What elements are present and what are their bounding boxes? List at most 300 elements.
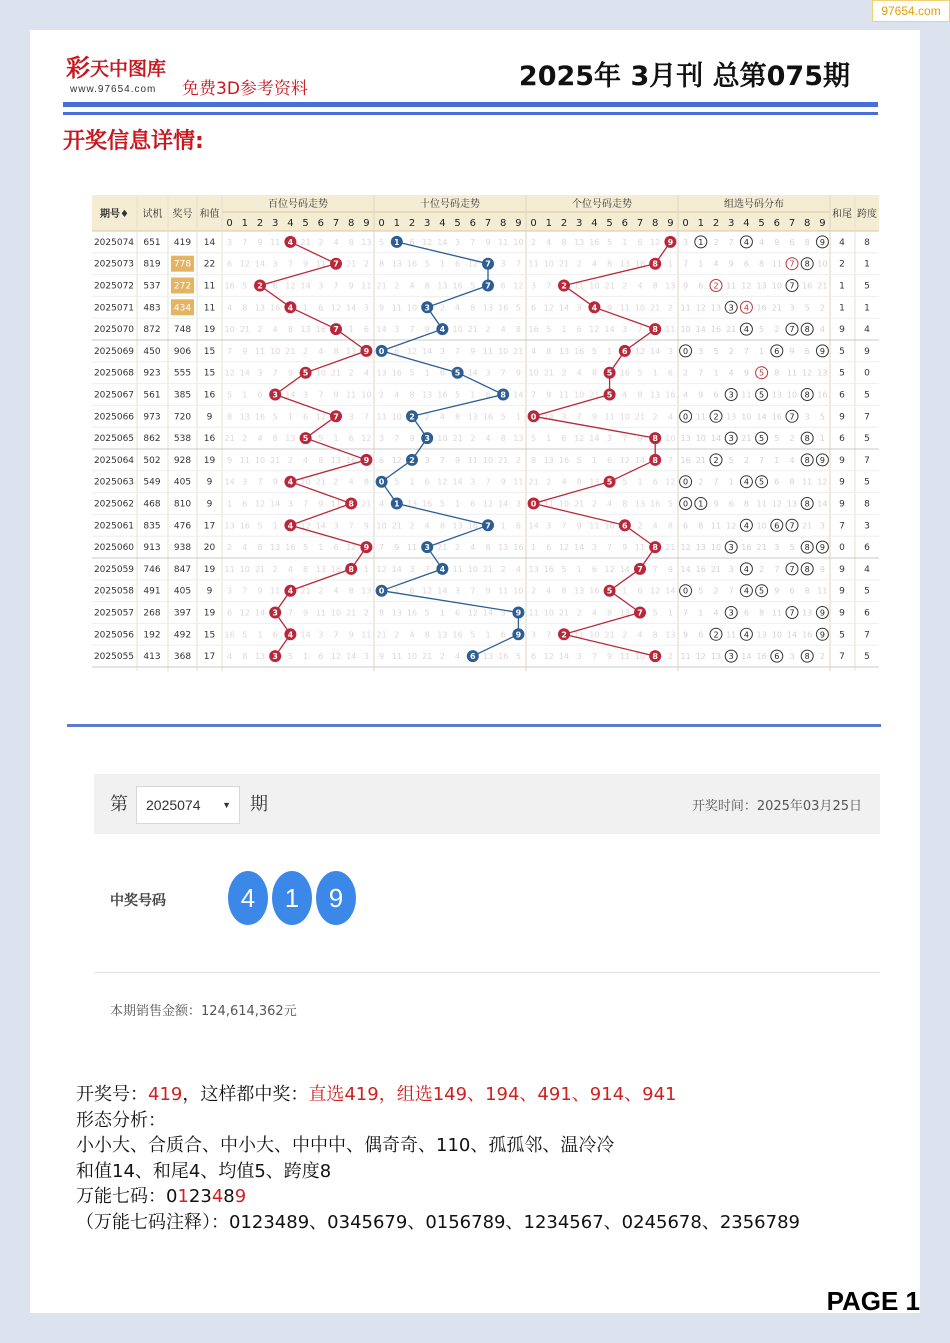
omission-count: 12 [437,477,448,487]
omission-count: 14 [817,499,828,509]
omission-count: 14 [786,630,798,640]
trend-ball-digit: 4 [591,303,598,313]
omission-count: 13 [665,630,676,640]
omission-count: 13 [422,390,433,400]
omission-count: 21 [741,434,752,444]
omission-count: 1 [227,499,233,509]
omission-count: 11 [543,499,554,509]
omission-count: 6 [272,281,278,291]
omission-count: 13 [391,259,402,269]
omission-count: 12 [406,346,418,356]
omission-count: 16 [254,412,266,422]
omission-count: 5 [713,346,719,356]
omission-count: 6 [546,543,552,553]
omission-count: 11 [589,521,600,531]
omission-count: 9 [743,368,749,378]
omission-count: 13 [619,259,630,269]
omission-count: 21 [726,325,737,335]
omission-count: 21 [361,499,372,509]
trial-cell: 450 [143,346,161,357]
omission-count: 4 [591,259,597,269]
omission-count: 8 [242,303,248,313]
omission-count: 5 [561,564,567,574]
omission-count: 7 [409,325,415,335]
omission-count: 3 [622,325,628,335]
omission-count: 6 [789,237,795,247]
omission-count: 10 [756,521,767,531]
omission-count: 8 [561,586,567,596]
omission-count: 21 [315,477,326,487]
sum-cell: 16 [203,390,216,401]
omission-count: 5 [819,412,825,422]
omission-count: 2 [576,608,582,618]
span-cell: 5 [864,477,870,488]
omission-count: 7 [303,499,309,509]
omission-count: 2 [303,346,309,356]
omission-count: 8 [637,390,643,400]
omission-count: 6 [424,477,430,487]
group-digit: 2 [713,455,719,465]
omission-count: 9 [348,630,354,640]
omission-count: 12 [239,259,250,269]
omission-count: 4 [272,325,278,335]
omission-count: 16 [437,390,448,400]
omission-count: 5 [287,652,293,662]
omission-count: 3 [546,521,552,531]
digit-header: 8 [500,218,507,229]
digit-header: 4 [591,218,598,229]
omission-count: 6 [500,281,506,291]
omission-count: 10 [406,303,418,313]
digit-header: 0 [682,218,689,229]
digit-header: 7 [484,218,492,229]
omission-count: 11 [604,412,615,422]
omission-count: 11 [452,564,463,574]
group-digit: 9 [819,630,825,640]
omission-count: 12 [346,543,357,553]
omission-count: 3 [819,521,825,531]
omission-count: 21 [604,630,615,640]
omission-count: 12 [665,477,676,487]
trend-ball-digit: 9 [363,455,370,465]
omission-count: 14 [270,499,281,509]
trend-ball-digit: 9 [515,630,522,640]
omission-count: 9 [774,586,780,596]
omission-count: 9 [409,434,415,444]
tail-header: 和尾 [832,209,852,220]
omission-count: 16 [315,325,326,335]
omission-count: 16 [802,281,813,291]
sum-cell: 15 [203,368,216,379]
group-digit: 7 [789,564,795,574]
group-digit: 2 [713,630,719,640]
omission-count: 16 [513,543,524,553]
omission-count: 7 [257,477,263,487]
prize-cell: 492 [173,630,192,641]
trend-ball-digit: 2 [561,281,567,291]
omission-count: 11 [574,630,585,640]
sum-cell: 14 [203,237,216,248]
omission-count: 11 [330,499,342,509]
omission-count: 4 [713,608,719,618]
omission-count: 3 [394,325,400,335]
omission-count: 4 [546,237,552,247]
tail-cell: 1 [839,281,845,292]
prize-cell: 419 [173,237,192,248]
digit-header: 3 [576,218,583,229]
omission-count: 11 [528,608,539,618]
omission-count: 2 [759,564,765,574]
prize-cell: 405 [173,586,192,597]
trend-ball-digit: 5 [606,477,613,487]
omission-count: 16 [619,368,630,378]
omission-count: 3 [531,281,537,291]
trial-cell: 192 [143,630,161,641]
omission-count: 1 [774,455,780,465]
omission-count: 7 [333,281,339,291]
omission-count: 14 [665,586,676,596]
group-header: 个位号码走势 [572,199,632,210]
omission-count: 9 [546,390,552,400]
seven-digit: 1 [177,1186,189,1208]
trend-ball-digit: 0 [378,586,385,596]
omission-count: 3 [318,281,324,291]
group-digit: 2 [713,412,719,422]
omission-count: 4 [333,586,339,596]
omission-count: 6 [652,477,658,487]
trend-ball-digit: 3 [272,608,278,618]
prize-cell: 928 [173,455,192,466]
omission-count: 7 [591,652,597,662]
period-cell: 2025074 [93,237,135,248]
omission-count: 11 [254,346,266,356]
omission-count: 3 [698,346,704,356]
prize-cell: 538 [173,434,192,445]
omission-count: 13 [498,543,509,553]
omission-count: 14 [239,368,250,378]
omission-count: 8 [652,630,658,640]
omission-count: 13 [467,412,478,422]
omission-count: 12 [604,564,615,574]
period-cell: 2025068 [93,368,135,379]
omission-count: 3 [257,368,263,378]
winning-ball: 9 [316,871,356,925]
logo-url: www.97654.com [70,84,157,95]
digit-header: 2 [712,218,720,229]
trend-ball-digit: 0 [530,499,537,509]
omission-count: 10 [741,412,752,422]
omission-count: 6 [257,390,263,400]
omission-count: 8 [743,499,749,509]
omission-count: 2 [394,281,400,291]
omission-count: 6 [303,412,309,422]
prize-cell: 555 [173,368,192,379]
omission-count: 10 [239,564,250,574]
omission-count: 2 [257,325,263,335]
omission-count: 14 [589,434,600,444]
omission-count: 1 [439,259,445,269]
omission-count: 16 [771,412,782,422]
omission-count: 13 [346,346,357,356]
span-cell: 4 [864,325,870,336]
omission-count: 2 [637,521,643,531]
omission-count: 11 [634,543,646,553]
omission-count: 5 [789,543,795,553]
omission-count: 1 [394,586,400,596]
prize-detail: 直选419，组选149、194、491、914、941 [308,1084,677,1105]
omission-count: 11 [771,608,782,618]
omission-count: 11 [680,303,691,313]
omission-count: 8 [622,499,628,509]
group-digit: 5 [759,434,765,444]
omission-count: 2 [667,652,673,662]
omission-count: 5 [774,434,780,444]
omission-count: 1 [667,259,673,269]
omission-count: 4 [363,368,369,378]
omission-count: 21 [482,564,494,574]
omission-count: 6 [318,652,324,662]
trend-ball-digit: 5 [454,368,461,378]
group-digit: 8 [804,543,810,553]
omission-count: 11 [498,237,509,247]
omission-count: 3 [728,564,734,574]
omission-count: 1 [257,630,263,640]
omission-count: 7 [227,346,233,356]
omission-count: 21 [270,455,281,465]
digit-header: 8 [804,218,811,229]
digit-header: 7 [788,218,796,229]
group-digit: 3 [728,390,734,400]
trial-cell: 413 [143,652,161,663]
trend-ball-digit: 7 [485,281,491,291]
omission-count: 2 [500,564,506,574]
omission-count: 3 [531,630,537,640]
omission-count: 7 [333,630,339,640]
digit-header: 5 [758,218,765,229]
omission-count: 3 [455,586,461,596]
omission-count: 2 [728,346,734,356]
seven-digit: 4 [211,1186,224,1208]
omission-count: 16 [589,586,600,596]
omission-count: 8 [500,434,506,444]
omission-count: 16 [498,652,509,662]
omission-count: 7 [728,586,734,596]
omission-count: 12 [422,237,433,247]
trial-cell: 913 [143,543,161,554]
omission-count: 16 [650,499,661,509]
omission-count: 10 [695,434,706,444]
omission-count: 10 [771,630,782,640]
omission-count: 13 [726,412,737,422]
omission-count: 1 [819,434,825,444]
omission-count: 9 [485,237,491,247]
digit-header: 9 [819,218,826,229]
group-digit: 7 [789,521,795,531]
sum-cell: 9 [206,586,213,597]
omission-count: 1 [515,412,521,422]
omission-count: 1 [591,455,597,465]
omission-count: 1 [728,477,734,487]
trial-cell: 468 [143,499,161,510]
tail-cell: 9 [839,477,845,488]
digit-header: 6 [317,218,324,229]
omission-count: 8 [515,325,521,335]
tail-cell: 6 [839,434,845,445]
omission-count: 11 [482,346,494,356]
omission-count: 3 [789,303,795,313]
omission-count: 21 [604,281,615,291]
trial-cell: 651 [143,237,161,248]
omission-count: 8 [318,455,324,465]
tail-cell: 6 [839,390,845,401]
omission-count: 7 [272,368,278,378]
omission-count: 14 [604,325,615,335]
qi-label: 期 [250,794,268,815]
slogan: 免费3D参考资料 [182,79,308,99]
digit-header: 0 [530,218,537,229]
omission-count: 6 [591,564,597,574]
omission-count: 3 [363,652,369,662]
omission-count: 9 [455,455,461,465]
omission-count: 3 [515,499,521,509]
tail-cell: 9 [839,412,845,423]
omission-count: 9 [667,564,673,574]
omission-count: 6 [470,499,476,509]
omission-count: 9 [470,346,476,356]
omission-count: 13 [285,434,296,444]
omission-count: 7 [531,390,537,400]
group-digit: 5 [759,586,765,596]
omission-count: 16 [634,259,646,269]
omission-count: 9 [500,477,506,487]
omission-count: 7 [470,237,476,247]
omission-count: 11 [467,455,478,465]
tail-cell: 0 [839,543,845,554]
omission-count: 21 [437,543,448,553]
span-cell: 4 [864,564,870,575]
omission-count: 10 [680,325,691,335]
omission-count: 13 [710,652,722,662]
omission-count: 7 [728,237,734,247]
omission-count: 12 [391,455,402,465]
trend-ball-digit: 7 [637,608,643,618]
tail-cell: 9 [839,586,845,597]
omission-count: 13 [270,543,281,553]
group-digit: 3 [728,543,734,553]
omission-count: 16 [224,281,235,291]
omission-count: 12 [254,499,266,509]
omission-count: 7 [622,434,628,444]
omission-count: 8 [439,521,445,531]
omission-count: 3 [607,434,613,444]
group-digit: 6 [774,521,780,531]
trend-ball-digit: 7 [485,521,491,531]
omission-count: 16 [802,630,813,640]
issue-select[interactable] [136,786,240,824]
omission-count: 10 [330,608,342,618]
omission-count: 16 [482,412,494,422]
group-digit: 4 [743,477,749,487]
period-cell: 2025063 [93,477,135,488]
omission-count: 9 [394,543,400,553]
omission-count: 6 [455,259,461,269]
column-header: 试机 [142,209,163,220]
sum-cell: 22 [203,259,216,270]
trend-ball-digit: 4 [287,630,294,640]
omission-count: 7 [637,325,643,335]
omission-count: 2 [318,237,324,247]
omission-count: 21 [330,368,342,378]
omission-count: 14 [300,630,311,640]
trend-ball-digit: 8 [500,390,506,400]
omission-count: 6 [227,259,233,269]
omission-count: 6 [561,434,567,444]
omission-count: 8 [272,434,278,444]
omission-count: 7 [576,412,582,422]
omission-count: 3 [789,652,795,662]
omission-count: 3 [774,543,780,553]
omission-count: 9 [287,368,293,378]
group-digit: 0 [683,499,689,509]
omission-count: 21 [771,303,782,313]
group-digit: 6 [774,346,780,356]
omission-count: 16 [285,543,296,553]
span-cell: 5 [864,434,870,445]
omission-count: 1 [622,237,628,247]
omission-count: 1 [242,390,248,400]
omission-count: 10 [437,434,448,444]
omission-count: 2 [348,368,354,378]
omission-count: 6 [227,608,233,618]
omission-count: 1 [348,325,354,335]
period-cell: 2025066 [93,412,135,423]
prize-cell: 476 [173,521,192,532]
omission-count: 5 [728,455,734,465]
tail-cell: 7 [839,652,845,663]
omission-count: 6 [531,652,537,662]
omission-count: 3 [424,455,430,465]
group-digit: 8 [804,499,810,509]
omission-count: 14 [741,652,752,662]
prize-cell: 434 [173,303,192,314]
omission-count: 14 [574,543,585,553]
group-digit: 8 [804,434,810,444]
omission-count: 8 [257,543,263,553]
omission-count: 9 [272,477,278,487]
omission-count: 5 [424,608,430,618]
omission-count: 13 [710,303,722,313]
omission-count: 10 [513,586,524,596]
omission-count: 4 [637,281,643,291]
omission-count: 4 [683,390,689,400]
omission-count: 13 [239,412,250,422]
prize-number: 419 [148,1084,183,1105]
omission-count: 12 [574,434,585,444]
omission-count: 2 [789,434,795,444]
omission-count: 4 [424,521,430,531]
omission-count: 11 [361,630,372,640]
group-header: 百位号码走势 [268,199,328,210]
omission-count: 2 [409,521,415,531]
omission-count: 11 [802,477,813,487]
digit-header: 1 [697,218,704,229]
omission-count: 16 [406,608,418,618]
period-cell: 2025067 [93,390,135,401]
omission-count: 11 [710,521,722,531]
trend-ball-digit: 3 [424,543,430,553]
group-digit: 4 [743,564,749,574]
omission-count: 7 [439,455,445,465]
